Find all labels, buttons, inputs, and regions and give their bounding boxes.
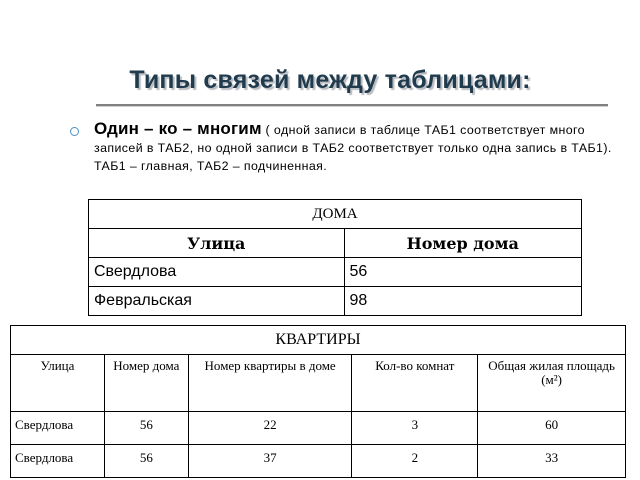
table-kvartiry [10,325,626,478]
table-cell: 33 [478,445,626,478]
table-cell: 22 [188,412,352,445]
table-cell: Свердлова [11,412,105,445]
table-cell: 37 [188,445,352,478]
table-cell: 60 [478,412,626,445]
table-cell: 2 [352,445,478,478]
table-cell: Февральская [89,287,345,316]
bullet-circle-icon [70,127,79,136]
slide-title: Типы связей между таблицами: [129,66,531,94]
column-header-street: Улица [11,355,105,412]
table-cell: 56 [104,412,188,445]
column-header-street: Улица [89,229,345,258]
column-header-apartment-number: Номер квартиры в доме [188,355,352,412]
table-row [11,412,626,445]
table-doma [88,199,582,316]
bullet-paragraph [94,120,634,175]
column-header-living-area: Общая жилая площадь (м²) [478,355,626,412]
table-cell: 56 [344,258,581,287]
relation-type-label: Один – ко – многим [94,119,262,138]
column-header-house-number: Номер дома [104,355,188,412]
column-header-house-number: Номер дома [344,229,581,258]
table-cell: Свердлова [11,445,105,478]
relation-description: ( одной записи в таблице ТАБ1 соответствует много записей в ТАБ2, но одной записи в ТАБ2 соответствует только одна запись в ТАБ1). ТАБ1 – главная, ТАБ2 – подчиненная. [94,123,612,173]
table-caption: КВАРТИРЫ [11,326,626,355]
table-row [89,287,582,316]
column-header-room-count: Кол-во комнат [352,355,478,412]
table-caption: ДОМА [89,200,582,229]
table-cell: Свердлова [89,258,345,287]
table-cell: 98 [344,287,581,316]
title-divider [96,104,608,107]
table-cell: 3 [352,412,478,445]
table-cell: 56 [104,445,188,478]
table-row [89,258,582,287]
table-row [11,445,626,478]
